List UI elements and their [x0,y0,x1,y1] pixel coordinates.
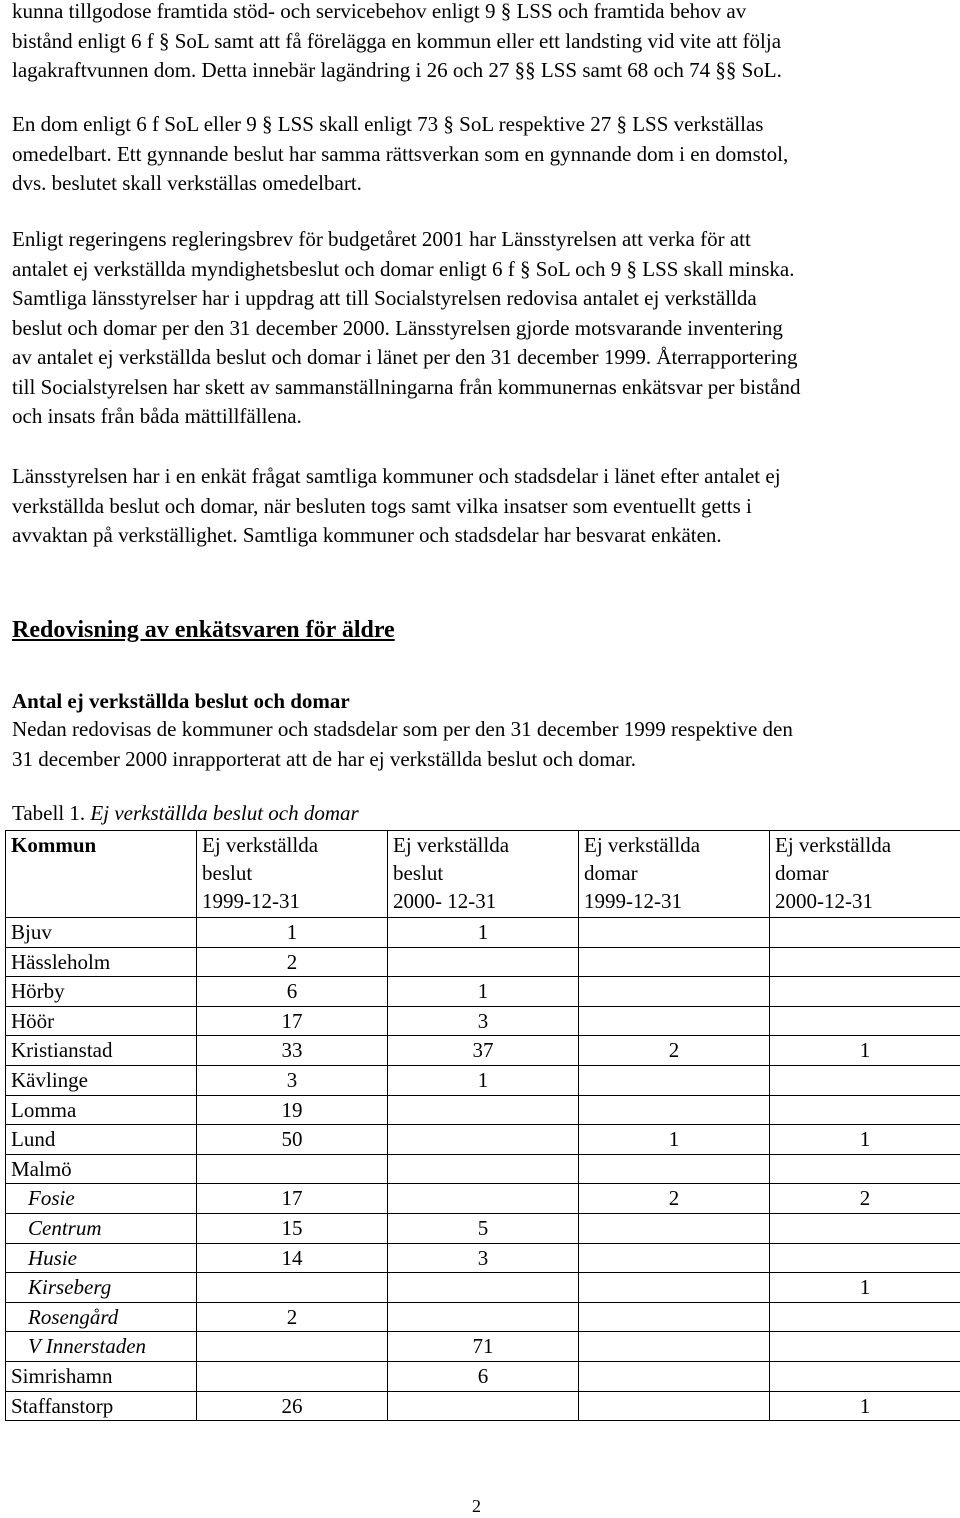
cell-value [579,1302,770,1332]
text-line: och insats från båda mättillfällena. [12,404,302,428]
header-line: Ej verkställda [584,833,701,857]
text-line: till Socialstyrelsen har skett av sammanställningarna från kommunernas enkätsvar per bistånd [12,374,801,399]
table-row [6,1391,960,1421]
table-caption-text: Ej verkställda beslut och domar [90,801,359,825]
row-name: Staffanstorp [6,1391,197,1421]
cell-value [197,1154,388,1184]
cell-value [579,1065,770,1095]
text-line: omedelbart. Ett gynnande beslut har samma rättsverkan som en gynnande dom i en domstol, [12,141,789,166]
text-line: Enligt regeringens regleringsbrev för budgetåret 2001 har Länsstyrelsen att verka för att [12,227,751,251]
cell-value: 1 [197,918,388,948]
cell-value [197,1273,388,1303]
table-row [6,1006,960,1036]
table-row [6,1302,960,1332]
paragraph-intro-continued [12,0,952,86]
header-line: domar [584,861,638,885]
header-line: Ej verkställda [393,833,510,857]
cell-value [770,977,960,1007]
table-row [6,1125,960,1155]
text-line: beslut och domar per den 31 december 2000. Länsstyrelsen gjorde motsvarande inventering [12,315,783,340]
header-line: 1999-12-31 [202,889,300,913]
paragraph-dom-enligt [12,110,952,199]
header-line: 2000-12-31 [775,889,873,913]
data-table [5,830,960,1421]
cell-value [770,1154,960,1184]
row-name: Rosengård [6,1302,197,1332]
cell-value: 17 [197,1184,388,1214]
text-line: avvaktan på verkställighet. Samtliga kommuner och stadsdelar har besvarat enkäten. [12,523,722,547]
cell-value [579,1243,770,1273]
cell-value [579,1332,770,1362]
cell-value: 71 [388,1332,579,1362]
text-line: Länsstyrelsen har i en enkät frågat samtliga kommuner och stadsdelar i länet efter antalet ej [12,464,781,488]
cell-value: 1 [388,977,579,1007]
table-row [6,918,960,948]
row-name: Hörby [6,977,197,1007]
cell-value: 26 [197,1391,388,1421]
cell-value: 5 [388,1213,579,1243]
cell-value [579,1006,770,1036]
cell-value [579,1213,770,1243]
cell-value: 3 [388,1006,579,1036]
cell-value [579,1154,770,1184]
paragraph-enkat [12,462,952,551]
subheading: Antal ej verkställda beslut och domar [12,689,350,713]
cell-value [770,1095,960,1125]
row-name: Kirseberg [6,1273,197,1303]
row-name: V Innerstaden [6,1332,197,1362]
row-name: Simrishamn [6,1361,197,1391]
header-line: Ej verkställda [202,833,319,857]
text-line: 31 december 2000 inrapporterat att de har ej verkställda beslut och domar. [12,746,636,771]
table-row [6,947,960,977]
cell-value [197,1361,388,1391]
cell-value: 2 [579,1036,770,1066]
row-name: Fosie [6,1184,197,1214]
page-number: 2 [472,1496,481,1516]
cell-value: 1 [388,1065,579,1095]
cell-value: 6 [197,977,388,1007]
cell-value: 2 [770,1184,960,1214]
cell-value: 19 [197,1095,388,1125]
text-line: En dom enligt 6 f SoL eller 9 § LSS skall enligt 73 § SoL respektive 27 § LSS verkställas [12,112,764,136]
cell-value: 1 [770,1273,960,1303]
table-row [6,1273,960,1303]
text-line: lagakraftvunnen dom. Detta innebär lagändring i 26 och 27 §§ LSS samt 68 och 74 §§ SoL. [12,58,782,82]
section-heading: Redovisning av enkätsvaren för äldre [12,617,395,643]
header-line: domar [775,861,829,885]
cell-value: 50 [197,1125,388,1155]
table-row [6,1243,960,1273]
header-kommun [6,831,197,918]
cell-value: 37 [388,1036,579,1066]
header-line: Kommun [11,833,97,857]
cell-value [579,1095,770,1125]
cell-value: 1 [770,1391,960,1421]
cell-value: 2 [197,1302,388,1332]
text-line: Samtliga länsstyrelser har i uppdrag att till Socialstyrelsen redovisa antalet ej verkställda [12,286,757,310]
table-caption-prefix: Tabell 1. [12,801,91,825]
header-col-2 [388,831,579,918]
table-row [6,1332,960,1362]
cell-value: 1 [770,1125,960,1155]
cell-value [770,1302,960,1332]
table-row [6,1095,960,1125]
table-row [6,977,960,1007]
cell-value: 15 [197,1213,388,1243]
table-row [6,1036,960,1066]
row-name: Husie [6,1243,197,1273]
row-name: Kävlinge [6,1065,197,1095]
table-row [6,1154,960,1184]
text-line: av antalet ej verkställda beslut och domar i länet per den 31 december 1999. Återrapportering [12,345,798,369]
cell-value: 1 [388,918,579,948]
cell-value [770,1243,960,1273]
cell-value: 17 [197,1006,388,1036]
paragraph-nedan-redovisas [12,715,952,774]
text-line: Nedan redovisas de kommuner och stadsdelar som per den 31 december 1999 respektive den [12,717,793,741]
row-name: Lomma [6,1095,197,1125]
cell-value: 6 [388,1361,579,1391]
cell-value [770,918,960,948]
cell-value: 2 [579,1184,770,1214]
row-name: Centrum [6,1213,197,1243]
header-col-3 [579,831,770,918]
cell-value [579,918,770,948]
cell-value [770,1361,960,1391]
cell-value [579,947,770,977]
header-col-4 [770,831,960,918]
text-line: antalet ej verkställda myndighetsbeslut och domar enligt 6 f § SoL och 9 § LSS skall minska. [12,256,795,281]
cell-value [579,1273,770,1303]
table-row [6,1184,960,1214]
cell-value: 14 [197,1243,388,1273]
cell-value: 1 [770,1036,960,1066]
cell-value [770,1213,960,1243]
table-caption [12,801,359,826]
header-line: Ej verkställda [775,833,892,857]
cell-value [388,1391,579,1421]
cell-value [197,1332,388,1362]
cell-value [388,1184,579,1214]
cell-value [770,1332,960,1362]
text-line: kunna tillgodose framtida stöd- och servicebehov enligt 9 § LSS och framtida behov av [12,0,747,23]
row-name: Malmö [6,1154,197,1184]
cell-value [388,1095,579,1125]
cell-value: 3 [388,1243,579,1273]
cell-value [770,1065,960,1095]
header-line: 1999-12-31 [584,889,682,913]
cell-value [388,1154,579,1184]
cell-value: 33 [197,1036,388,1066]
cell-value [388,1125,579,1155]
header-line: 2000- 12-31 [393,889,497,913]
paragraph-regleringsbrev [12,225,952,432]
header-line: beslut [202,861,253,885]
table-row [6,1065,960,1095]
table-row [6,1361,960,1391]
cell-value: 3 [197,1065,388,1095]
cell-value [388,1302,579,1332]
text-line: bistånd enligt 6 f § SoL samt att få förelägga en kommun eller ett landsting vid vite att följa [12,28,782,53]
row-name: Kristianstad [6,1036,197,1066]
header-line: beslut [393,861,444,885]
table-body [6,918,960,1421]
row-name: Höör [6,1006,197,1036]
cell-value [770,1006,960,1036]
header-col-1 [197,831,388,918]
cell-value [388,1273,579,1303]
text-line: verkställda beslut och domar, när besluten togs samt vilka insatser som eventuellt getts i [12,493,752,518]
cell-value: 1 [579,1125,770,1155]
cell-value [579,1391,770,1421]
cell-value [579,977,770,1007]
text-line: dvs. beslutet skall verkställas omedelbart. [12,171,362,195]
cell-value: 2 [197,947,388,977]
cell-value [579,1361,770,1391]
cell-value [770,947,960,977]
table-header-row [6,831,960,918]
row-name: Lund [6,1125,197,1155]
row-name: Hässleholm [6,947,197,977]
table-row [6,1213,960,1243]
row-name: Bjuv [6,918,197,948]
cell-value [388,947,579,977]
